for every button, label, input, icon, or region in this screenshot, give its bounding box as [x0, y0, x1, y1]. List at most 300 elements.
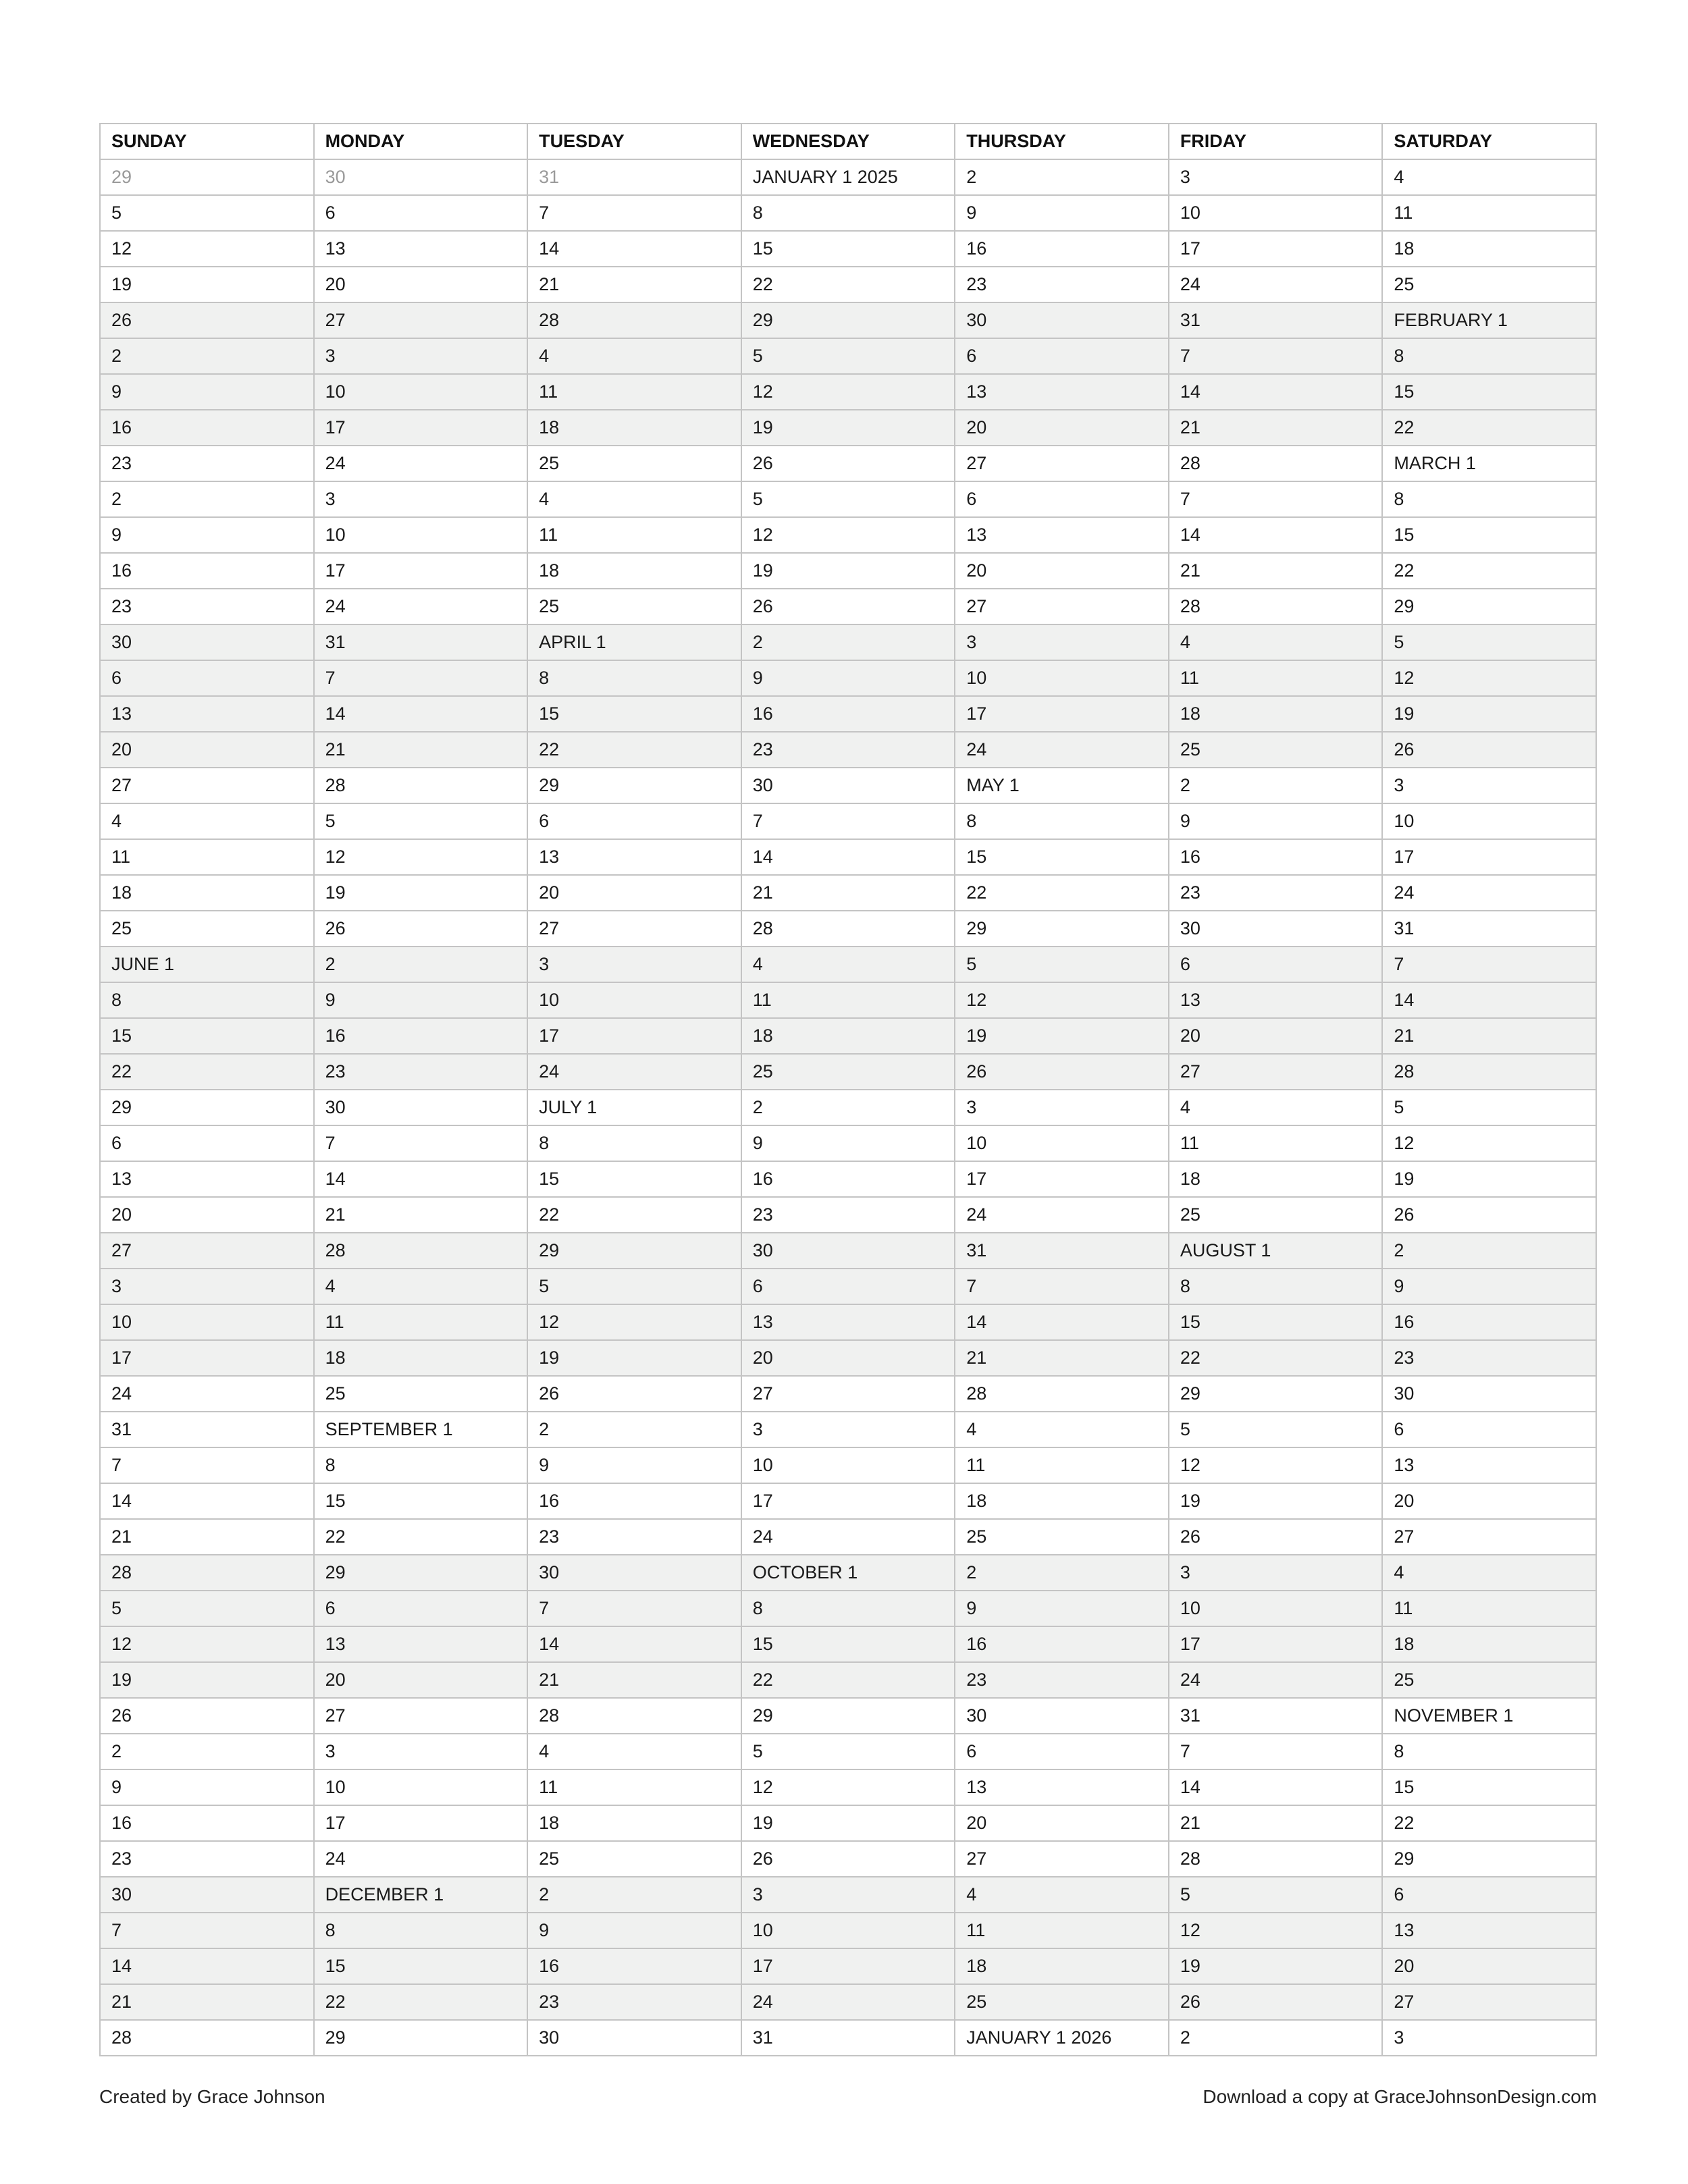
day-cell: 14	[314, 696, 528, 732]
day-cell: 13	[100, 1161, 314, 1197]
day-cell: 5	[100, 1591, 314, 1626]
day-cell: 12	[100, 1626, 314, 1662]
day-cell: 13	[100, 696, 314, 732]
week-row	[100, 1841, 1596, 1877]
day-cell: 25	[1382, 1662, 1596, 1698]
day-cell: 29	[1382, 1841, 1596, 1877]
day-cell: 26	[1169, 1519, 1383, 1555]
day-cell: 16	[1382, 1304, 1596, 1340]
calendar-table	[99, 123, 1597, 2056]
day-cell: 7	[955, 1269, 1169, 1304]
day-cell: JANUARY 1 2025	[741, 159, 955, 195]
day-cell: 11	[527, 374, 741, 410]
day-cell: 4	[741, 947, 955, 982]
day-cell: 20	[955, 553, 1169, 589]
day-cell: 25	[1169, 732, 1383, 768]
day-cell: 2	[1382, 1233, 1596, 1269]
week-row	[100, 1090, 1596, 1125]
day-cell: 18	[314, 1340, 528, 1376]
day-cell: 8	[100, 982, 314, 1018]
day-cell: 28	[955, 1376, 1169, 1412]
day-cell: 15	[1382, 517, 1596, 553]
day-cell: 5	[314, 803, 528, 839]
day-cell: 13	[955, 374, 1169, 410]
day-cell: 16	[100, 1805, 314, 1841]
day-cell: 13	[1382, 1913, 1596, 1948]
week-row	[100, 982, 1596, 1018]
day-cell: 25	[1382, 267, 1596, 302]
day-cell: 18	[1382, 1626, 1596, 1662]
day-cell: 29	[527, 768, 741, 803]
day-cell: 14	[100, 1948, 314, 1984]
day-cell: 16	[100, 410, 314, 446]
day-cell: 21	[1169, 1805, 1383, 1841]
day-cell: 19	[1169, 1948, 1383, 1984]
day-cell: 7	[100, 1447, 314, 1483]
day-cell: 17	[1169, 231, 1383, 267]
week-row	[100, 1483, 1596, 1519]
day-cell: 15	[314, 1483, 528, 1519]
day-cell: 21	[100, 1984, 314, 2020]
day-cell: 23	[100, 589, 314, 624]
day-cell: 21	[1382, 1018, 1596, 1054]
day-cell: 22	[1382, 410, 1596, 446]
day-cell: 13	[527, 839, 741, 875]
day-cell: 16	[1169, 839, 1383, 875]
day-cell: 24	[955, 732, 1169, 768]
day-cell: 27	[100, 768, 314, 803]
day-cell: 8	[1382, 338, 1596, 374]
day-cell: 11	[1382, 1591, 1596, 1626]
week-row	[100, 1662, 1596, 1698]
day-cell: 16	[527, 1483, 741, 1519]
day-cell: 4	[1169, 1090, 1383, 1125]
day-cell: 7	[314, 660, 528, 696]
day-cell: 23	[100, 1841, 314, 1877]
day-cell: 15	[741, 231, 955, 267]
day-cell: 3	[1382, 2020, 1596, 2056]
day-cell: 20	[741, 1340, 955, 1376]
day-cell: 5	[741, 1734, 955, 1769]
day-cell: 20	[955, 1805, 1169, 1841]
day-cell: 20	[1382, 1948, 1596, 1984]
day-cell: 4	[314, 1269, 528, 1304]
day-cell: 28	[314, 1233, 528, 1269]
day-cell: 20	[100, 1197, 314, 1233]
day-cell: 23	[741, 1197, 955, 1233]
day-cell: 8	[1169, 1269, 1383, 1304]
day-cell: 26	[100, 1698, 314, 1734]
week-row	[100, 1877, 1596, 1913]
day-cell: 16	[100, 553, 314, 589]
day-cell: 8	[527, 660, 741, 696]
week-row	[100, 1447, 1596, 1483]
day-cell: 6	[527, 803, 741, 839]
day-cell: 3	[955, 624, 1169, 660]
week-row	[100, 732, 1596, 768]
day-cell: 7	[527, 1591, 741, 1626]
day-cell: 10	[955, 660, 1169, 696]
day-cell: 7	[527, 195, 741, 231]
day-cell: 27	[955, 446, 1169, 481]
day-cell: 12	[1169, 1913, 1383, 1948]
footer-credit: Created by Grace Johnson	[99, 2086, 325, 2107]
day-cell: 3	[527, 947, 741, 982]
day-cell: 14	[1169, 517, 1383, 553]
day-cell: 5	[1382, 624, 1596, 660]
week-row	[100, 1913, 1596, 1948]
day-cell: 14	[1169, 1769, 1383, 1805]
day-cell: 11	[100, 839, 314, 875]
day-cell: 5	[1169, 1412, 1383, 1447]
day-cell: 9	[955, 1591, 1169, 1626]
day-cell: 25	[314, 1376, 528, 1412]
week-row	[100, 660, 1596, 696]
day-cell: 5	[1382, 1090, 1596, 1125]
day-cell: 9	[100, 517, 314, 553]
day-cell: 28	[1169, 446, 1383, 481]
day-cell: 14	[741, 839, 955, 875]
day-cell: 4	[527, 1734, 741, 1769]
week-row	[100, 1555, 1596, 1591]
day-cell: 28	[1169, 589, 1383, 624]
day-cell: 15	[100, 1018, 314, 1054]
week-row	[100, 1125, 1596, 1161]
day-cell: 30	[314, 1090, 528, 1125]
day-cell: 28	[100, 1555, 314, 1591]
day-cell: 30	[741, 1233, 955, 1269]
day-cell: 27	[1382, 1519, 1596, 1555]
week-row	[100, 947, 1596, 982]
day-cell: 18	[741, 1018, 955, 1054]
day-cell: 12	[741, 517, 955, 553]
day-cell: 10	[100, 1304, 314, 1340]
day-cell: 3	[314, 481, 528, 517]
day-cell: 4	[955, 1412, 1169, 1447]
day-cell: 14	[527, 1626, 741, 1662]
day-cell: 24	[955, 1197, 1169, 1233]
week-row	[100, 410, 1596, 446]
day-cell: 12	[527, 1304, 741, 1340]
day-cell: 6	[955, 481, 1169, 517]
day-cell: 27	[100, 1233, 314, 1269]
day-cell: 8	[1382, 481, 1596, 517]
day-cell: 18	[527, 553, 741, 589]
day-cell: 8	[741, 195, 955, 231]
day-cell: 24	[314, 1841, 528, 1877]
day-cell: DECEMBER 1	[314, 1877, 528, 1913]
week-row	[100, 1197, 1596, 1233]
day-cell: 20	[955, 410, 1169, 446]
day-cell: 5	[100, 195, 314, 231]
week-row	[100, 267, 1596, 302]
day-cell: 29	[100, 1090, 314, 1125]
day-cell: 15	[1382, 374, 1596, 410]
header-monday: MONDAY	[314, 124, 528, 159]
day-cell: 7	[1169, 1734, 1383, 1769]
week-row	[100, 1161, 1596, 1197]
day-cell: 19	[741, 553, 955, 589]
day-cell: 6	[100, 1125, 314, 1161]
day-cell: 15	[955, 839, 1169, 875]
day-cell: 27	[314, 302, 528, 338]
day-cell: 24	[741, 1984, 955, 2020]
week-row	[100, 1626, 1596, 1662]
day-cell: 13	[1169, 982, 1383, 1018]
day-cell: 20	[314, 267, 528, 302]
day-cell: 26	[1382, 732, 1596, 768]
day-cell: 28	[1382, 1054, 1596, 1090]
day-cell: 23	[955, 1662, 1169, 1698]
day-cell: 13	[955, 1769, 1169, 1805]
day-cell: APRIL 1	[527, 624, 741, 660]
day-cell: 16	[741, 696, 955, 732]
week-row	[100, 911, 1596, 947]
day-cell: 3	[741, 1412, 955, 1447]
day-cell: 24	[741, 1519, 955, 1555]
day-cell: 8	[314, 1447, 528, 1483]
day-cell: 2	[741, 624, 955, 660]
day-cell: 3	[741, 1877, 955, 1913]
day-cell: FEBRUARY 1	[1382, 302, 1596, 338]
day-cell: 26	[741, 589, 955, 624]
week-row	[100, 1805, 1596, 1841]
day-cell: 16	[955, 1626, 1169, 1662]
day-cell: SEPTEMBER 1	[314, 1412, 528, 1447]
week-row	[100, 517, 1596, 553]
day-cell: AUGUST 1	[1169, 1233, 1383, 1269]
day-cell: 15	[1169, 1304, 1383, 1340]
day-cell: 29	[741, 302, 955, 338]
weekday-header-row	[100, 124, 1596, 159]
header-saturday: SATURDAY	[1382, 124, 1596, 159]
week-row	[100, 195, 1596, 231]
day-cell: 25	[741, 1054, 955, 1090]
week-row	[100, 875, 1596, 911]
day-cell: 2	[955, 159, 1169, 195]
day-cell: 21	[100, 1519, 314, 1555]
day-cell: 15	[1382, 1769, 1596, 1805]
day-cell: 3	[1382, 768, 1596, 803]
week-row	[100, 1376, 1596, 1412]
day-cell: 24	[314, 446, 528, 481]
day-cell: 13	[1382, 1447, 1596, 1483]
day-cell: 17	[1169, 1626, 1383, 1662]
day-cell: 16	[955, 231, 1169, 267]
day-cell: 24	[527, 1054, 741, 1090]
day-cell: 6	[314, 1591, 528, 1626]
header-sunday: SUNDAY	[100, 124, 314, 159]
day-cell: 6	[1382, 1412, 1596, 1447]
day-cell: 18	[100, 875, 314, 911]
header-tuesday: TUESDAY	[527, 124, 741, 159]
day-cell: 8	[955, 803, 1169, 839]
day-cell: 27	[955, 1841, 1169, 1877]
day-cell: 10	[314, 374, 528, 410]
day-cell: 2	[100, 481, 314, 517]
day-cell: 22	[955, 875, 1169, 911]
week-row	[100, 696, 1596, 732]
day-cell: 9	[955, 195, 1169, 231]
day-cell: 26	[314, 911, 528, 947]
day-cell: 26	[1382, 1197, 1596, 1233]
day-cell: 7	[314, 1125, 528, 1161]
day-cell: 14	[100, 1483, 314, 1519]
day-cell: 12	[100, 231, 314, 267]
week-row	[100, 553, 1596, 589]
day-cell: 22	[1169, 1340, 1383, 1376]
day-cell: 2	[100, 1734, 314, 1769]
week-row	[100, 1269, 1596, 1304]
day-cell: 17	[314, 1805, 528, 1841]
day-cell: 28	[527, 1698, 741, 1734]
day-cell: 21	[1169, 553, 1383, 589]
day-cell: 2	[527, 1412, 741, 1447]
day-cell: 30	[955, 302, 1169, 338]
day-cell: 7	[1169, 481, 1383, 517]
day-cell: 28	[741, 911, 955, 947]
day-cell: 19	[741, 1805, 955, 1841]
week-row	[100, 803, 1596, 839]
day-cell: 22	[314, 1984, 528, 2020]
day-cell: 26	[1169, 1984, 1383, 2020]
day-cell: 4	[1169, 624, 1383, 660]
day-cell: 11	[314, 1304, 528, 1340]
week-row	[100, 374, 1596, 410]
day-cell: 6	[955, 1734, 1169, 1769]
day-cell: 6	[1169, 947, 1383, 982]
day-cell: 17	[314, 553, 528, 589]
day-cell: 12	[314, 839, 528, 875]
day-cell: 18	[955, 1483, 1169, 1519]
week-row	[100, 1698, 1596, 1734]
day-cell: 27	[527, 911, 741, 947]
day-cell: 2	[1169, 2020, 1383, 2056]
week-row	[100, 1018, 1596, 1054]
week-row	[100, 624, 1596, 660]
day-cell: 23	[100, 446, 314, 481]
week-row	[100, 231, 1596, 267]
day-cell: 2	[741, 1090, 955, 1125]
day-cell: 19	[741, 410, 955, 446]
day-cell: 7	[1382, 947, 1596, 982]
day-cell: 28	[1169, 1841, 1383, 1877]
day-cell: 7	[741, 803, 955, 839]
day-cell: 6	[1382, 1877, 1596, 1913]
week-row	[100, 1233, 1596, 1269]
week-row	[100, 159, 1596, 195]
day-cell: 26	[527, 1376, 741, 1412]
day-cell: 6	[100, 660, 314, 696]
day-cell: 31	[1169, 302, 1383, 338]
day-cell: 15	[527, 1161, 741, 1197]
day-cell: 8	[527, 1125, 741, 1161]
week-row	[100, 1519, 1596, 1555]
day-cell: 31	[1169, 1698, 1383, 1734]
day-cell: 9	[1169, 803, 1383, 839]
day-cell: 29	[100, 159, 314, 195]
day-cell: 27	[741, 1376, 955, 1412]
day-cell: 10	[527, 982, 741, 1018]
week-row	[100, 1340, 1596, 1376]
day-cell: 17	[741, 1483, 955, 1519]
day-cell: 31	[1382, 911, 1596, 947]
day-cell: 20	[314, 1662, 528, 1698]
day-cell: 9	[741, 1125, 955, 1161]
day-cell: 12	[1382, 1125, 1596, 1161]
day-cell: 26	[741, 1841, 955, 1877]
day-cell: 16	[527, 1948, 741, 1984]
day-cell: 25	[955, 1519, 1169, 1555]
day-cell: 31	[527, 159, 741, 195]
day-cell: 29	[314, 1555, 528, 1591]
day-cell: 10	[741, 1447, 955, 1483]
day-cell: 21	[1169, 410, 1383, 446]
day-cell: 29	[1169, 1376, 1383, 1412]
day-cell: 11	[1169, 660, 1383, 696]
day-cell: 4	[100, 803, 314, 839]
day-cell: 25	[527, 446, 741, 481]
day-cell: 6	[314, 195, 528, 231]
day-cell: 10	[314, 1769, 528, 1805]
day-cell: 6	[741, 1269, 955, 1304]
day-cell: 16	[741, 1161, 955, 1197]
week-row	[100, 1412, 1596, 1447]
day-cell: 21	[527, 1662, 741, 1698]
day-cell: 11	[527, 1769, 741, 1805]
day-cell: 17	[955, 696, 1169, 732]
day-cell: 11	[741, 982, 955, 1018]
day-cell: 22	[527, 1197, 741, 1233]
day-cell: 3	[1169, 1555, 1383, 1591]
day-cell: 19	[1169, 1483, 1383, 1519]
day-cell: 21	[741, 875, 955, 911]
day-cell: 29	[741, 1698, 955, 1734]
day-cell: 26	[100, 302, 314, 338]
day-cell: 10	[314, 517, 528, 553]
day-cell: 12	[741, 374, 955, 410]
day-cell: 13	[955, 517, 1169, 553]
day-cell: 8	[314, 1913, 528, 1948]
day-cell: 19	[1382, 1161, 1596, 1197]
day-cell: 18	[527, 1805, 741, 1841]
week-row	[100, 1734, 1596, 1769]
day-cell: 29	[314, 2020, 528, 2056]
day-cell: 25	[527, 589, 741, 624]
week-row	[100, 1769, 1596, 1805]
week-row	[100, 1984, 1596, 2020]
week-row	[100, 1054, 1596, 1090]
day-cell: 19	[100, 1662, 314, 1698]
day-cell: JANUARY 1 2026	[955, 2020, 1169, 2056]
day-cell: 7	[100, 1913, 314, 1948]
day-cell: 4	[1382, 1555, 1596, 1591]
day-cell: OCTOBER 1	[741, 1555, 955, 1591]
day-cell: 21	[314, 1197, 528, 1233]
day-cell: 18	[955, 1948, 1169, 1984]
day-cell: 6	[955, 338, 1169, 374]
day-cell: 30	[314, 159, 528, 195]
day-cell: 9	[100, 1769, 314, 1805]
week-row	[100, 302, 1596, 338]
week-row	[100, 2020, 1596, 2056]
day-cell: 31	[314, 624, 528, 660]
day-cell: 23	[955, 267, 1169, 302]
day-cell: 11	[527, 517, 741, 553]
day-cell: 3	[955, 1090, 1169, 1125]
week-row	[100, 1948, 1596, 1984]
day-cell: 25	[100, 911, 314, 947]
